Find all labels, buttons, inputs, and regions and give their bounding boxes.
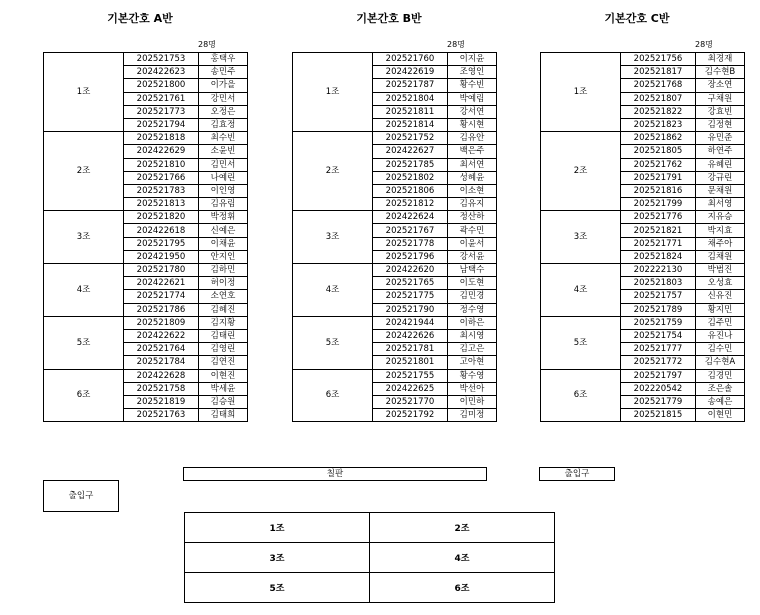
student-id: 202521789: [621, 303, 696, 316]
student-id: 202521768: [621, 79, 696, 92]
student-id: 202521794: [124, 118, 199, 131]
student-id: 202422629: [124, 145, 199, 158]
student-name: 홍택우: [199, 53, 248, 66]
student-id: 202521795: [124, 237, 199, 250]
student-name: 오정은: [199, 105, 248, 118]
student-name: 박예림: [448, 92, 497, 105]
student-id: 202421950: [124, 250, 199, 263]
seat-group-5: 5조: [185, 573, 370, 603]
exit-label: 출입구: [539, 467, 615, 481]
student-name: 유혜린: [696, 158, 745, 171]
roster-table-a: [43, 52, 248, 422]
student-id: 202521812: [373, 198, 448, 211]
student-row: [541, 316, 745, 329]
student-name: 김미정: [448, 409, 497, 422]
student-id: 202521772: [621, 356, 696, 369]
student-id: 202521754: [621, 329, 696, 342]
student-id: 202521803: [621, 277, 696, 290]
student-name: 황수빈: [448, 79, 497, 92]
student-name: 황지민: [696, 303, 745, 316]
roster-table-b: [292, 52, 497, 422]
student-id: 202222130: [621, 264, 696, 277]
student-id: 202422619: [373, 66, 448, 79]
student-name: 이지윤: [448, 53, 497, 66]
student-name: 김수현A: [696, 356, 745, 369]
student-name: 김채원: [696, 250, 745, 263]
group-label: 3조: [541, 211, 621, 264]
student-row: [44, 369, 248, 382]
student-name: 하연주: [696, 145, 745, 158]
student-name: 강서윤: [448, 250, 497, 263]
student-id: 202521791: [621, 171, 696, 184]
student-id: 202521783: [124, 184, 199, 197]
student-id: 202521762: [621, 158, 696, 171]
student-name: 지유승: [696, 211, 745, 224]
student-name: 김주민: [696, 316, 745, 329]
student-row: [541, 132, 745, 145]
group-label: 2조: [293, 132, 373, 211]
student-id: 202521779: [621, 395, 696, 408]
student-id: 202521761: [124, 92, 199, 105]
student-name: 이민하: [448, 395, 497, 408]
student-id: 202521824: [621, 250, 696, 263]
student-id: 202220542: [621, 382, 696, 395]
student-id: 202521820: [124, 211, 199, 224]
student-name: 박선아: [448, 382, 497, 395]
student-name: 이소현: [448, 184, 497, 197]
student-id: 202521765: [373, 277, 448, 290]
group-label: 3조: [293, 211, 373, 264]
student-name: 이인영: [199, 184, 248, 197]
class-title-a: 기본간호 A반: [107, 12, 173, 25]
student-id: 202521781: [373, 343, 448, 356]
student-id: 202521819: [124, 395, 199, 408]
student-id: 202521757: [621, 290, 696, 303]
student-id: 202521763: [124, 409, 199, 422]
student-name: 김하민: [199, 264, 248, 277]
student-id: 202521809: [124, 316, 199, 329]
count-b: 28명: [447, 40, 465, 49]
student-name: 이현진: [199, 369, 248, 382]
student-id: 202422627: [373, 145, 448, 158]
student-id: 202521770: [373, 395, 448, 408]
student-row: [44, 53, 248, 66]
student-id: 202521821: [621, 224, 696, 237]
student-id: 202521756: [621, 53, 696, 66]
student-name: 성혜윤: [448, 171, 497, 184]
student-id: 202521816: [621, 184, 696, 197]
student-id: 202422618: [124, 224, 199, 237]
student-name: 이현민: [696, 409, 745, 422]
group-label: 4조: [293, 264, 373, 317]
student-name: 신예은: [199, 224, 248, 237]
student-name: 이윤서: [448, 237, 497, 250]
student-name: 박지효: [696, 224, 745, 237]
student-name: 정산하: [448, 211, 497, 224]
student-name: 최서연: [448, 158, 497, 171]
student-name: 문채원: [696, 184, 745, 197]
student-name: 김연진: [199, 356, 248, 369]
student-name: 김지황: [199, 316, 248, 329]
student-name: 김수민: [696, 343, 745, 356]
student-id: 202521800: [124, 79, 199, 92]
student-id: 202521813: [124, 198, 199, 211]
group-label: 5조: [541, 316, 621, 369]
student-id: 202421944: [373, 316, 448, 329]
student-name: 강효빈: [696, 105, 745, 118]
student-id: 202422625: [373, 382, 448, 395]
student-name: 송민주: [199, 66, 248, 79]
student-name: 김수현B: [696, 66, 745, 79]
student-id: 202521785: [373, 158, 448, 171]
student-id: 202521758: [124, 382, 199, 395]
student-id: 202521815: [621, 409, 696, 422]
student-name: 백은주: [448, 145, 497, 158]
student-name: 김유지: [448, 198, 497, 211]
student-name: 안지인: [199, 250, 248, 263]
student-name: 남택수: [448, 264, 497, 277]
student-row: [44, 132, 248, 145]
student-name: 신유진: [696, 290, 745, 303]
student-id: 202422624: [373, 211, 448, 224]
group-label: 1조: [541, 53, 621, 132]
student-name: 최시영: [448, 329, 497, 342]
student-row: [44, 316, 248, 329]
student-id: 202521797: [621, 369, 696, 382]
student-name: 이도현: [448, 277, 497, 290]
blackboard: 칠판: [183, 467, 487, 481]
student-name: 이가을: [199, 79, 248, 92]
student-id: 202521774: [124, 290, 199, 303]
student-id: 202521802: [373, 171, 448, 184]
student-name: 유진나: [696, 329, 745, 342]
student-id: 202521807: [621, 92, 696, 105]
student-name: 황수영: [448, 369, 497, 382]
student-id: 202521804: [373, 92, 448, 105]
student-id: 202521752: [373, 132, 448, 145]
group-label: 5조: [293, 316, 373, 369]
student-id: 202521862: [621, 132, 696, 145]
student-name: 김정현: [696, 118, 745, 131]
student-row: [541, 53, 745, 66]
student-name: 강민서: [199, 92, 248, 105]
student-name: 김효정: [199, 118, 248, 131]
student-name: 최경재: [696, 53, 745, 66]
student-name: 허이정: [199, 277, 248, 290]
student-id: 202521760: [373, 53, 448, 66]
student-id: 202521771: [621, 237, 696, 250]
class-title-b: 기본간호 B반: [356, 12, 422, 25]
group-label: 5조: [44, 316, 124, 369]
group-label: 6조: [44, 369, 124, 422]
group-label: 3조: [44, 211, 124, 264]
group-label: 2조: [541, 132, 621, 211]
student-row: [44, 264, 248, 277]
student-name: 박세윤: [199, 382, 248, 395]
count-c: 28명: [695, 40, 713, 49]
group-label: 6조: [293, 369, 373, 422]
student-id: 202521792: [373, 409, 448, 422]
student-name: 김경민: [696, 369, 745, 382]
student-name: 김고은: [448, 343, 497, 356]
student-name: 김영린: [199, 343, 248, 356]
student-id: 202521753: [124, 53, 199, 66]
student-id: 202521790: [373, 303, 448, 316]
student-row: [293, 53, 497, 66]
student-id: 202521764: [124, 343, 199, 356]
student-name: 소윤빈: [199, 145, 248, 158]
student-name: 이채윤: [199, 237, 248, 250]
student-id: 202521810: [124, 158, 199, 171]
student-name: 김태린: [199, 329, 248, 342]
student-id: 202521796: [373, 250, 448, 263]
student-name: 조영인: [448, 66, 497, 79]
student-row: [541, 211, 745, 224]
student-row: [541, 264, 745, 277]
student-name: 송예은: [696, 395, 745, 408]
student-id: 202422623: [124, 66, 199, 79]
seat-group-1: 1조: [185, 513, 370, 543]
student-id: 202521811: [373, 105, 448, 118]
student-name: 김유안: [448, 132, 497, 145]
student-name: 박범진: [696, 264, 745, 277]
group-label: 4조: [541, 264, 621, 317]
student-name: 구채원: [696, 92, 745, 105]
student-name: 최서영: [696, 198, 745, 211]
student-name: 고아현: [448, 356, 497, 369]
student-row: [293, 132, 497, 145]
student-id: 202422620: [373, 264, 448, 277]
student-name: 김태희: [199, 409, 248, 422]
student-row: [293, 264, 497, 277]
student-id: 202521759: [621, 316, 696, 329]
seating-chart: [184, 512, 555, 603]
student-id: 202521776: [621, 211, 696, 224]
student-id: 202521787: [373, 79, 448, 92]
group-label: 6조: [541, 369, 621, 422]
student-id: 202521766: [124, 171, 199, 184]
entrance-door[interactable]: 출입구: [43, 480, 119, 512]
student-id: 202521786: [124, 303, 199, 316]
count-a: 28명: [198, 40, 216, 49]
student-name: 장소연: [696, 79, 745, 92]
student-id: 202422622: [124, 329, 199, 342]
student-name: 오성효: [696, 277, 745, 290]
student-name: 김승원: [199, 395, 248, 408]
student-id: 202521806: [373, 184, 448, 197]
class-title-c: 기본간호 C반: [604, 12, 670, 25]
student-row: [293, 211, 497, 224]
group-label: 1조: [293, 53, 373, 132]
student-name: 김민서: [199, 158, 248, 171]
student-name: 정수영: [448, 303, 497, 316]
roster-table-c: [540, 52, 745, 422]
group-label: 4조: [44, 264, 124, 317]
student-name: 김혜진: [199, 303, 248, 316]
student-name: 조은솔: [696, 382, 745, 395]
student-id: 202521777: [621, 343, 696, 356]
student-row: [293, 369, 497, 382]
student-id: 202521801: [373, 356, 448, 369]
seat-group-6: 6조: [370, 573, 555, 603]
student-name: 소연호: [199, 290, 248, 303]
student-id: 202521822: [621, 105, 696, 118]
student-name: 이하은: [448, 316, 497, 329]
group-label: 1조: [44, 53, 124, 132]
student-row: [541, 369, 745, 382]
student-id: 202521773: [124, 105, 199, 118]
student-name: 곽수민: [448, 224, 497, 237]
student-name: 김유림: [199, 198, 248, 211]
group-label: 2조: [44, 132, 124, 211]
student-id: 202521823: [621, 118, 696, 131]
student-id: 202521755: [373, 369, 448, 382]
student-name: 나예린: [199, 171, 248, 184]
student-name: 유민준: [696, 132, 745, 145]
student-id: 202521767: [373, 224, 448, 237]
student-id: 202521817: [621, 66, 696, 79]
seat-group-3: 3조: [185, 543, 370, 573]
student-name: 강규린: [696, 171, 745, 184]
student-id: 202521805: [621, 145, 696, 158]
student-name: 김민경: [448, 290, 497, 303]
student-name: 황시현: [448, 118, 497, 131]
seat-group-4: 4조: [370, 543, 555, 573]
student-id: 202422626: [373, 329, 448, 342]
student-id: 202521784: [124, 356, 199, 369]
student-id: 202521778: [373, 237, 448, 250]
student-name: 박정휘: [199, 211, 248, 224]
student-id: 202521814: [373, 118, 448, 131]
student-id: 202422628: [124, 369, 199, 382]
student-row: [44, 211, 248, 224]
student-row: [293, 316, 497, 329]
student-name: 최수빈: [199, 132, 248, 145]
student-name: 강서연: [448, 105, 497, 118]
student-id: 202521780: [124, 264, 199, 277]
student-id: 202521818: [124, 132, 199, 145]
student-name: 채주아: [696, 237, 745, 250]
student-id: 202422621: [124, 277, 199, 290]
seat-group-2: 2조: [370, 513, 555, 543]
student-id: 202521775: [373, 290, 448, 303]
student-id: 202521799: [621, 198, 696, 211]
